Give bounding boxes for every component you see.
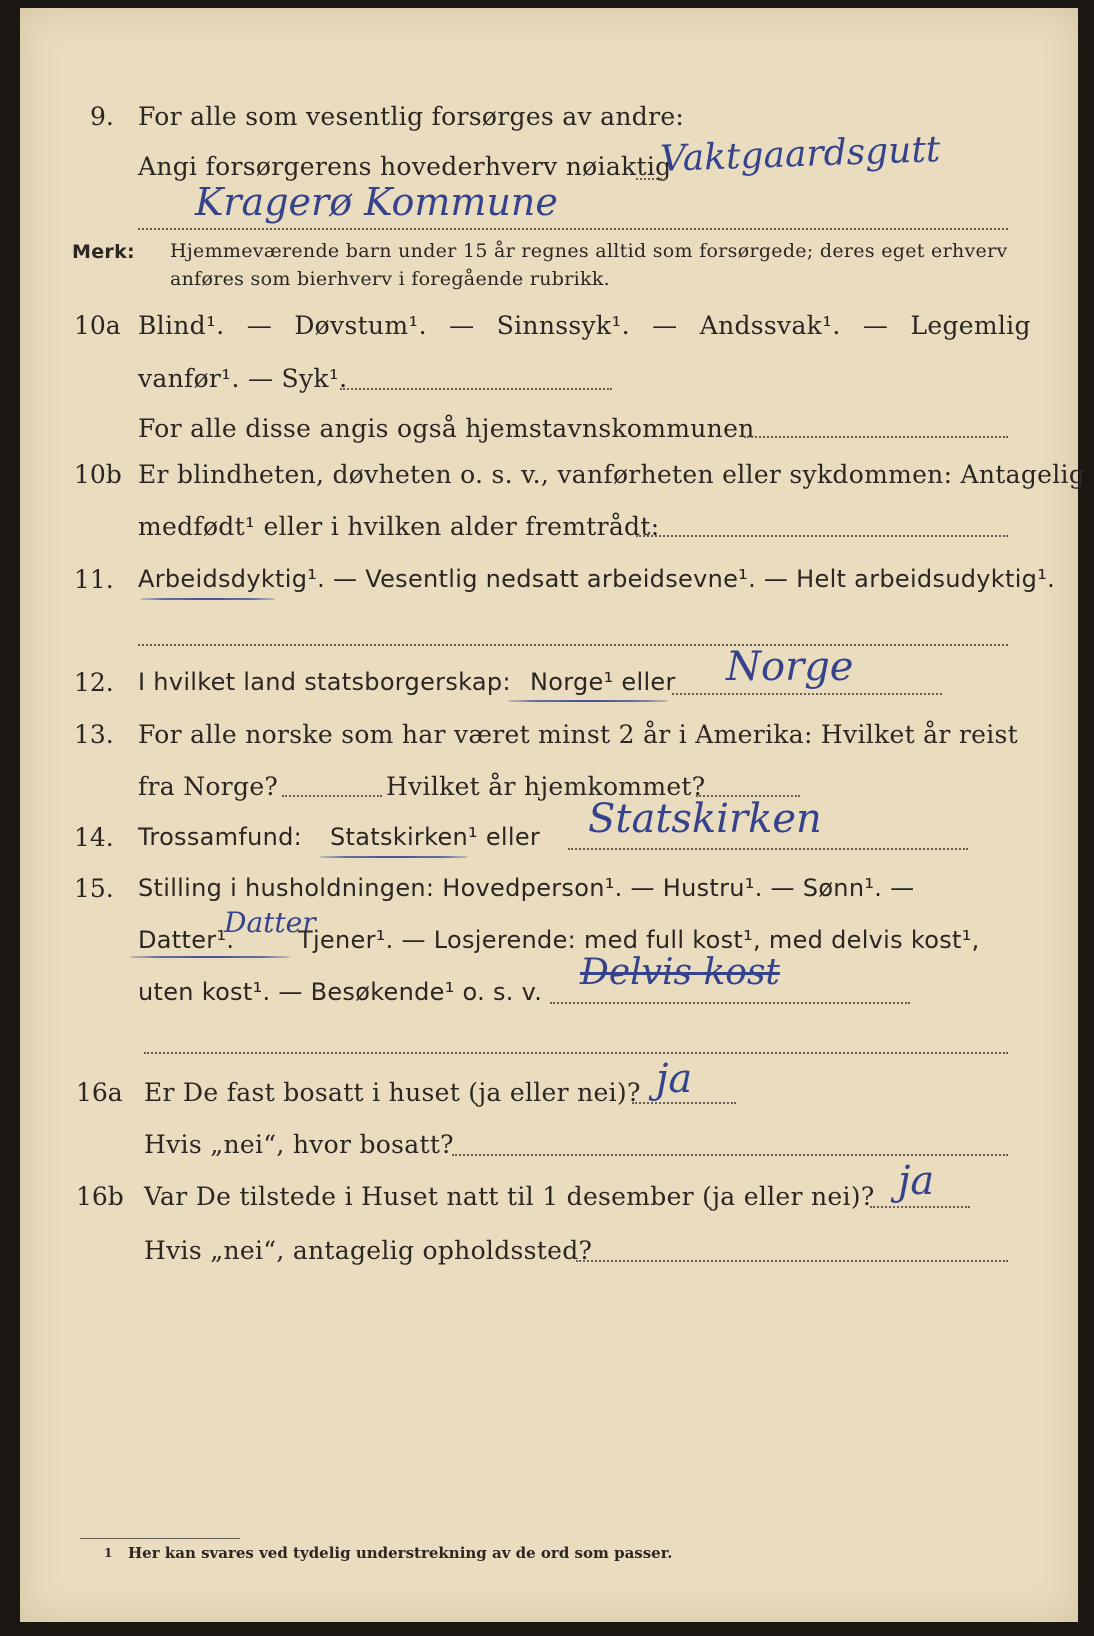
- q9-number: 9.: [90, 102, 114, 131]
- q9-handwritten-employer: Kragerø Kommune: [195, 180, 558, 224]
- q13-text-line1: For alle norske som har været minst 2 år i Amerika: Hvilket år reist: [138, 720, 1019, 749]
- q11-text: Arbeidsdyktig¹. — Vesentlig nedsatt arbeidsevne¹. — Helt arbeidsudyktig¹.: [138, 565, 1056, 593]
- q15-fill-line-2: [144, 1052, 1008, 1054]
- q11-underline-mark: [140, 598, 275, 600]
- q10b-text-line1: Er blindheten, døvheten o. s. v., vanførheten eller sykdommen: Antagelig: [138, 460, 1086, 489]
- footnote-text: Her kan svares ved tydelig understrekning av de ord som passer.: [128, 1544, 673, 1562]
- q9-text-line2: Angi forsørgerens hovederhverv nøiaktig: [138, 152, 672, 181]
- q10a-number: 10a: [74, 311, 121, 340]
- q14-number: 14.: [74, 823, 114, 852]
- q11-number: 11.: [74, 565, 114, 594]
- q16b-fill-line: [870, 1206, 970, 1208]
- q14-fill-line: [568, 848, 968, 850]
- q15-text-line2a: Datter¹.: [138, 926, 235, 954]
- footnote-rule: [80, 1538, 240, 1539]
- q16a-number: 16a: [76, 1078, 123, 1107]
- q16b-text-line2: Hvis „nei“, antagelig opholdssted?: [144, 1236, 593, 1265]
- q15-handwritten-datter: Datter: [224, 906, 316, 939]
- q12-text: I hvilket land statsborgerskap:: [138, 668, 511, 696]
- footnote-marker: 1: [104, 1546, 113, 1560]
- merk-text-line1: Hjemmeværende barn under 15 år regnes alltid som forsørgede; deres eget erhverv: [170, 240, 1008, 262]
- q16b-number: 16b: [76, 1182, 124, 1211]
- q12-fill-line: [672, 693, 942, 695]
- q16a-fill-line: [632, 1102, 736, 1104]
- q10a-text-line2: vanfør¹. — Syk¹.: [138, 364, 348, 393]
- q15-text-line2b: Tjener¹. — Losjerende: med full kost¹, med delvis kost¹,: [298, 926, 980, 954]
- q16b-fill-line-2: [576, 1260, 1008, 1262]
- q9-text-line1: For alle som vesentlig forsørges av andre:: [138, 102, 685, 131]
- q15-handwritten-position: Delvis kost: [580, 952, 780, 993]
- q16a-text-line2: Hvis „nei“, hvor bosatt?: [144, 1130, 454, 1159]
- q10b-text-line2: medfødt¹ eller i hvilken alder fremtrådt:: [138, 512, 660, 541]
- q12-underline-mark: [508, 700, 668, 702]
- q15-text-line1: Stilling i husholdningen: Hovedperson¹. — Hustru¹. — Sønn¹. —: [138, 874, 915, 902]
- q12-option: Norge¹ eller: [530, 668, 676, 696]
- q12-handwritten-country: Norge: [726, 644, 854, 690]
- q11-fill-line: [138, 644, 1008, 646]
- q14-label: Trossamfund:: [138, 823, 303, 851]
- q9-handwritten-occupation: Vaktgaardsgutt: [659, 129, 941, 180]
- q15-text-line3: uten kost¹. — Besøkende¹ o. s. v.: [138, 978, 543, 1006]
- q10b-fill-line: [636, 535, 1008, 537]
- q10b-number: 10b: [74, 460, 122, 489]
- q10a-fill-line-2: [744, 436, 1008, 438]
- census-form-page: [20, 8, 1086, 1622]
- q10a-text-line1: Blind¹. — Døvstum¹. — Sinnssyk¹. — Andssvak¹. — Legemlig: [138, 311, 1031, 340]
- q13-number: 13.: [74, 720, 114, 749]
- q16b-handwritten-answer: ja: [898, 1158, 935, 1204]
- q13-text-line2a: fra Norge?: [138, 772, 279, 801]
- q9-fill-line-2: [138, 228, 1008, 230]
- q10a-text-line3: For alle disse angis også hjemstavnskommunen: [138, 414, 755, 443]
- merk-text-line2: anføres som bierhverv i foregående rubrikk.: [170, 268, 610, 290]
- q14-handwritten-religion: Statskirken: [588, 796, 822, 842]
- q14-option: Statskirken¹ eller: [330, 823, 541, 851]
- q16a-fill-line-2: [452, 1154, 1008, 1156]
- q12-number: 12.: [74, 668, 114, 697]
- q13-fill-line-a: [282, 795, 382, 797]
- q14-underline-mark: [320, 856, 468, 858]
- q16a-text-line1: Er De fast bosatt i huset (ja eller nei)?: [144, 1078, 641, 1107]
- q13-text-line2b: Hvilket år hjemkommet?: [386, 772, 706, 801]
- q10a-fill-line: [340, 388, 612, 390]
- merk-label: Merk:: [72, 241, 135, 263]
- q15-fill-line: [550, 1002, 910, 1004]
- q16a-handwritten-answer: ja: [656, 1056, 693, 1102]
- q15-number: 15.: [74, 874, 114, 903]
- q15-underline-mark: [130, 956, 290, 958]
- q16b-text-line1: Var De tilstede i Huset natt til 1 desember (ja eller nei)?: [144, 1182, 875, 1211]
